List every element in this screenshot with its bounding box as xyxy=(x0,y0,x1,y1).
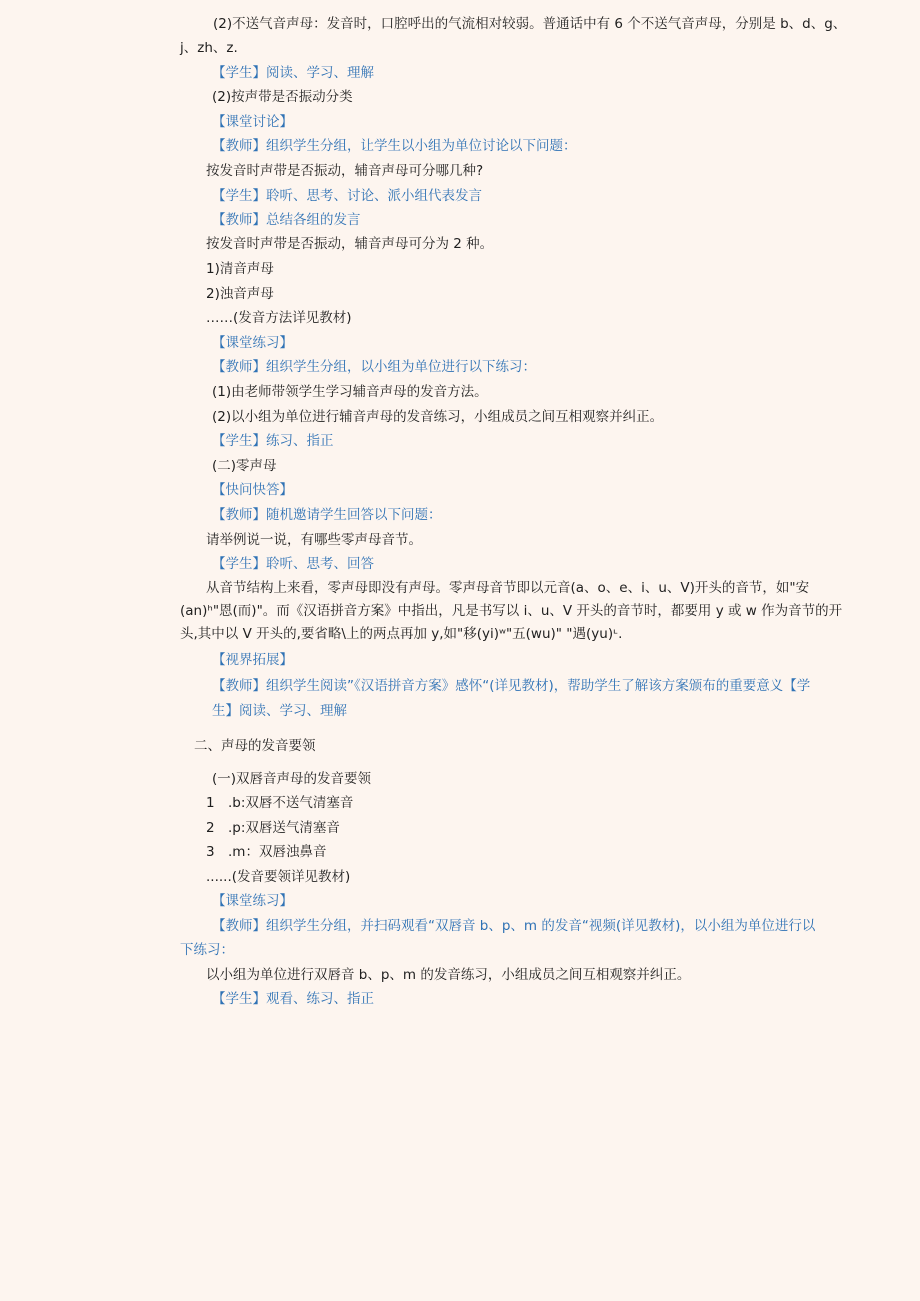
list-text: .b:双唇不送气清塞音 xyxy=(228,795,354,811)
section-tag: 【视界拓展】 xyxy=(212,652,293,668)
paragraph-line: (2)不送气音声母：发音时，口腔呼出的气流相对较弱。普通话中有 6 个不送气音声母，分别是 b、d、g、 xyxy=(213,16,847,32)
question-text: 按发音时声带是否振动，辅音声母可分哪几种? xyxy=(206,163,484,179)
list-number: 3 xyxy=(206,844,215,860)
list-item xyxy=(206,816,340,840)
paragraph-line: 按发音时声带是否振动，辅音声母可分为 2 种。 xyxy=(206,236,494,252)
teacher-activity-label: 下练习： xyxy=(180,942,234,958)
section-tag: 【快问快答】 xyxy=(212,482,293,498)
section-tag: 【课堂练习】 xyxy=(212,335,293,351)
student-activity-label: 【学生】阅读、学习、理解 xyxy=(212,65,374,81)
student-activity-label: 【学生】练习、指正 xyxy=(212,433,334,449)
list-item xyxy=(206,840,326,864)
section-tag: 【课堂练习】 xyxy=(212,893,293,909)
paragraph-line: ......(发音要领详见教材) xyxy=(206,869,351,885)
section-heading: 二、声母的发音要领 xyxy=(194,738,316,754)
list-number: 2 xyxy=(206,820,215,836)
question-text: 请举例说一说，有哪些零声母音节。 xyxy=(206,532,422,548)
list-item xyxy=(206,791,353,815)
teacher-activity-label: 【教师】组织学生分组，让学生以小组为单位讨论以下问题： xyxy=(212,138,577,154)
teacher-activity-label: 【教师】总结各组的发言 xyxy=(212,212,361,228)
list-item: (1)由老师带领学生学习辅音声母的发音方法。 xyxy=(212,384,488,400)
subheading: (一)双唇音声母的发音要领 xyxy=(212,771,372,787)
list-item: (2)以小组为单位进行辅音声母的发音练习，小组成员之间互相观察并纠正。 xyxy=(212,409,664,425)
subheading: (2)按声带是否振动分类 xyxy=(212,89,353,105)
paragraph-line: 从音节结构上来看，零声母即没有声母。零声母音节即以元音(a、o、e、i、u、V)开头的音节，如"安 xyxy=(206,580,810,596)
student-activity-label: 【学生】观看、练习、指正 xyxy=(212,991,374,1007)
paragraph-line: 头,其中以 V 开头的,要省略\上的两点再加 y,如"移(yi)ʷ"五(wu)" "遇(yu)ᶫ. xyxy=(180,626,623,642)
paragraph-line: j、zh、z. xyxy=(180,40,238,56)
paragraph-line: (an)ʰ"恩(而)"。而《汉语拼音方案》中指出，凡是书写以 i、u、V 开头的音节时，都要用 y 或 w 作为音节的开 xyxy=(180,603,843,619)
teacher-activity-label: 【教师】组织学生阅读”《汉语拼音方案》感怀“(详见教材)，帮助学生了解该方案颁布的重要意义【学 xyxy=(212,678,811,694)
list-text: .m：双唇浊鼻音 xyxy=(228,844,327,860)
teacher-activity-label: 【教师】组织学生分组，以小组为单位进行以下练习： xyxy=(212,359,536,375)
list-item: 1)清音声母 xyxy=(206,261,274,277)
list-number: 1 xyxy=(206,795,215,811)
list-text: .p:双唇送气清塞音 xyxy=(228,820,340,836)
student-activity-label: 生】阅读、学习、理解 xyxy=(212,703,347,719)
paragraph-line: ……(发音方法详见教材) xyxy=(206,310,352,326)
subheading: (二)零声母 xyxy=(212,458,277,474)
student-activity-label: 【学生】聆听、思考、讨论、派小组代表发言 xyxy=(212,188,482,204)
list-item: 2)浊音声母 xyxy=(206,286,274,302)
section-tag: 【课堂讨论】 xyxy=(212,114,293,130)
student-activity-label: 【学生】聆听、思考、回答 xyxy=(212,556,374,572)
teacher-activity-label: 【教师】随机邀请学生回答以下问题： xyxy=(212,507,442,523)
teacher-activity-label: 【教师】组织学生分组，并扫码观看“双唇音 b、p、m 的发音“视频(详见教材)，以小组为单位进行以 xyxy=(212,918,816,934)
paragraph-line: 以小组为单位进行双唇音 b、p、m 的发音练习，小组成员之间互相观察并纠正。 xyxy=(206,967,691,983)
